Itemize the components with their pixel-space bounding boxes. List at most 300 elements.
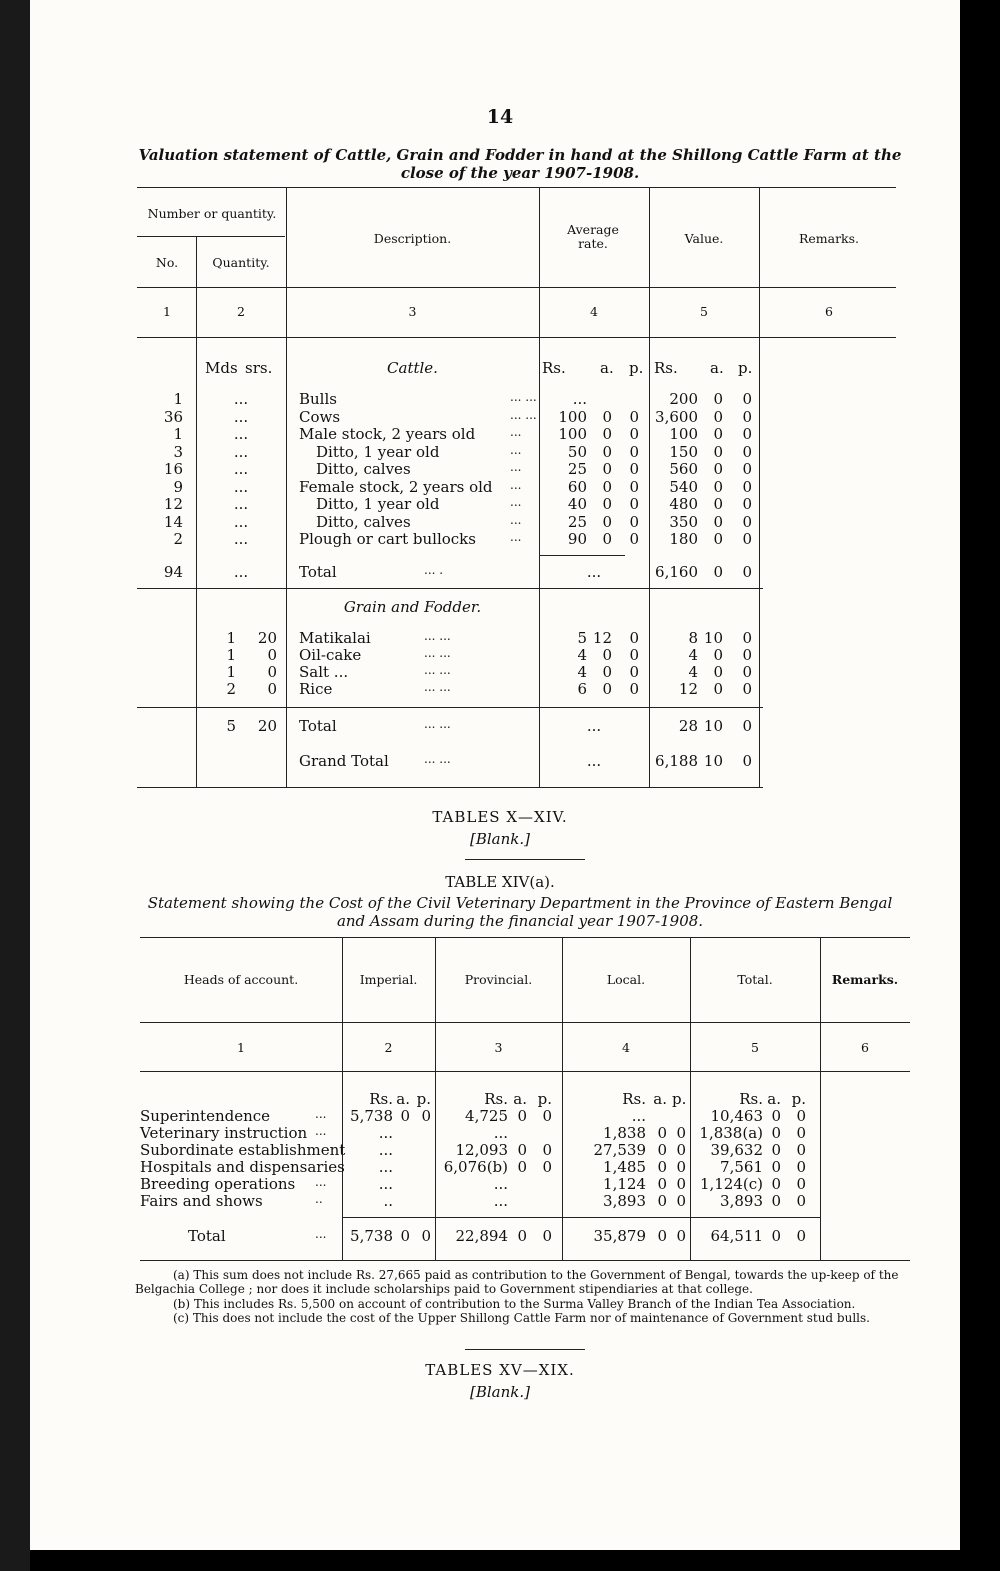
rule xyxy=(137,287,896,288)
cattle-description: Ditto, 1 year old xyxy=(316,495,440,513)
table1-title: Valuation statement of Cattle, Grain and Fodder in hand at the Shillong Cattle Farm at the close of the year 1907-1908. xyxy=(138,146,902,182)
tot-rs: 1,838(a) xyxy=(699,1124,763,1142)
tot-p: 0 xyxy=(796,1175,806,1193)
tot-a: 0 xyxy=(771,1158,781,1176)
rate-a: 0 xyxy=(602,477,612,496)
hdr-description: Description. xyxy=(373,231,452,246)
value-rs: 3,600 xyxy=(655,407,698,426)
unit-srs: srs. xyxy=(245,359,273,377)
tot-rs: 1,124(c) xyxy=(699,1175,763,1193)
hdr-average-rate: Average rate. xyxy=(567,222,619,251)
value-rs: 480 xyxy=(669,495,698,513)
hdr-local: Local. xyxy=(606,972,646,987)
leader-dots: ... ... xyxy=(424,629,451,643)
prov-rs: ... xyxy=(493,1175,508,1193)
prov-p: 0 xyxy=(542,1141,552,1159)
rate-rs: 25 xyxy=(567,460,587,478)
value-rs: 4 xyxy=(688,646,698,664)
head-of-account: Veterinary instruction xyxy=(140,1124,308,1142)
blank-note-2: [Blank.] xyxy=(470,1383,530,1401)
imp-rs: ... xyxy=(378,1141,393,1159)
value-rs: 150 xyxy=(669,442,698,461)
unit-a: a. xyxy=(396,1090,410,1108)
col-number: 2 xyxy=(384,1040,393,1055)
cattle-qty: ... xyxy=(233,512,249,531)
value-a: 0 xyxy=(713,646,723,664)
cattle-description: Ditto, calves xyxy=(316,460,411,478)
section-grain-fodder: Grain and Fodder. xyxy=(343,598,482,616)
hdr-imperial: Imperial. xyxy=(359,972,418,987)
value-rs: 100 xyxy=(669,425,698,443)
unit-rs: Rs. xyxy=(369,1090,393,1108)
imp-p: 0 xyxy=(421,1227,431,1245)
rate-p: 0 xyxy=(629,495,639,513)
rate-rs: 6 xyxy=(577,680,587,698)
rate-rs: 60 xyxy=(567,477,587,496)
rate-p: 0 xyxy=(629,460,639,478)
leader-dots: ... ... xyxy=(424,663,451,677)
value-p: 0 xyxy=(742,407,752,426)
loc-a: 0 xyxy=(657,1124,667,1142)
leader-dots: ... ... xyxy=(424,680,451,694)
tot-rs: 64,511 xyxy=(710,1227,763,1245)
loc-rs: ... xyxy=(631,1107,646,1125)
imp-rs: 5,738 xyxy=(350,1107,393,1125)
rate-p: 0 xyxy=(629,512,639,531)
tot-p: 0 xyxy=(796,1107,806,1125)
rate-rs: 50 xyxy=(567,442,587,461)
prov-a: 0 xyxy=(517,1158,527,1176)
grand-total-value-p: 0 xyxy=(742,752,752,770)
col-number: 6 xyxy=(825,304,833,319)
rate-a: 0 xyxy=(602,680,612,698)
col-number: 2 xyxy=(237,304,245,319)
loc-p: 0 xyxy=(676,1192,686,1210)
rate-p: 0 xyxy=(629,477,639,496)
cattle-description: Male stock, 2 years old xyxy=(299,425,476,443)
leader-dots: ... xyxy=(510,460,522,474)
cattle-description: Ditto, 1 year old xyxy=(316,442,440,461)
hdr-value: Value. xyxy=(684,231,724,246)
loc-rs: 27,539 xyxy=(593,1141,646,1159)
tot-rs: 7,561 xyxy=(720,1158,763,1176)
leader-dots: ... . xyxy=(424,563,444,577)
value-a: 0 xyxy=(713,477,723,496)
blank-note-1: [Blank.] xyxy=(470,830,530,848)
cattle-qty: ... xyxy=(233,477,249,496)
imp-p: 0 xyxy=(421,1107,431,1125)
grain-total-label: Total xyxy=(299,717,337,735)
rate-p: 0 xyxy=(629,663,639,681)
imp-rs: .. xyxy=(383,1192,393,1210)
cattle-no: 16 xyxy=(163,460,183,478)
head-of-account: Fairs and shows xyxy=(140,1192,263,1210)
col-number: 5 xyxy=(751,1040,759,1055)
value-a: 0 xyxy=(713,663,723,681)
grain-mds: 2 xyxy=(226,680,236,698)
col-number: 4 xyxy=(590,304,598,319)
value-p: 0 xyxy=(742,663,752,681)
prov-rs: 6,076(b) xyxy=(443,1158,508,1176)
rate-a: 0 xyxy=(602,460,612,478)
unit-a: a. xyxy=(600,359,614,377)
loc-p: 0 xyxy=(676,1158,686,1176)
rule xyxy=(465,859,585,860)
rate-rs: 100 xyxy=(558,407,587,426)
leader-dots: ... ... xyxy=(510,390,537,404)
value-a: 0 xyxy=(713,425,723,443)
unit-p: p. xyxy=(791,1090,806,1108)
tot-rs: 39,632 xyxy=(710,1141,763,1159)
value-p: 0 xyxy=(742,629,752,647)
value-p: 0 xyxy=(742,646,752,664)
value-p: 0 xyxy=(742,442,752,461)
tot-a: 0 xyxy=(771,1175,781,1193)
value-a: 0 xyxy=(713,442,723,461)
value-p: 0 xyxy=(742,477,752,496)
rule xyxy=(137,236,285,237)
rule xyxy=(140,1022,910,1023)
unit-rs: Rs. xyxy=(484,1090,508,1108)
grain-mds: 1 xyxy=(226,629,236,647)
leader-dots: ... xyxy=(510,477,522,492)
rate-p: 0 xyxy=(629,425,639,443)
loc-a: 0 xyxy=(657,1175,667,1193)
rate-rs: 25 xyxy=(567,512,587,531)
leader-dots: ... xyxy=(315,1107,327,1121)
grain-description: Oil-cake xyxy=(299,646,362,664)
cattle-qty: ... xyxy=(233,442,249,461)
total-label: Total xyxy=(299,563,337,581)
imp-rs: ... xyxy=(378,1175,393,1193)
cost-total-label: Total xyxy=(188,1227,226,1245)
value-rs: 12 xyxy=(678,680,698,698)
tot-rs: 3,893 xyxy=(720,1192,763,1210)
grain-description: Salt ... xyxy=(299,663,349,681)
leader-dots: ... xyxy=(315,1227,327,1241)
rate-rs: 4 xyxy=(577,663,587,681)
unit-p: p. xyxy=(537,1090,552,1108)
loc-p: 0 xyxy=(676,1227,686,1245)
rate-p: 0 xyxy=(629,530,639,548)
unit-p: p. xyxy=(416,1090,431,1108)
value-p: 0 xyxy=(742,495,752,513)
leader-dots: ... xyxy=(510,442,522,457)
total-qty: ... xyxy=(233,563,249,581)
cattle-no: 3 xyxy=(173,442,183,461)
rule xyxy=(137,588,763,589)
value-p: 0 xyxy=(742,680,752,698)
rule xyxy=(137,337,896,338)
cattle-qty: ... xyxy=(233,460,249,478)
grain-total-value-p: 0 xyxy=(742,717,752,735)
prov-a: 0 xyxy=(517,1227,527,1245)
table-xiv-a-heading: TABLE XIV(a). xyxy=(445,873,555,891)
hdr-total: Total. xyxy=(737,972,773,987)
rate-p: 0 xyxy=(629,646,639,664)
page-number: 14 xyxy=(486,106,514,128)
value-rs: 540 xyxy=(669,477,698,496)
value-p: 0 xyxy=(742,460,752,478)
rate-a: 0 xyxy=(602,425,612,443)
cattle-description: Female stock, 2 years old xyxy=(299,477,493,496)
leader-dots: ... xyxy=(510,512,522,527)
value-rs: 180 xyxy=(669,530,698,548)
rule xyxy=(140,1071,910,1072)
grain-total-mds: 5 xyxy=(226,717,236,735)
loc-a: 0 xyxy=(657,1192,667,1210)
leader-dots: ... xyxy=(315,1124,327,1138)
cattle-qty: ... xyxy=(233,425,249,443)
grain-srs: 0 xyxy=(267,663,277,681)
rule xyxy=(465,1349,585,1350)
cattle-no: 12 xyxy=(163,495,183,513)
tot-p: 0 xyxy=(796,1141,806,1159)
col-number: 1 xyxy=(163,304,171,319)
footnote-a: (a) This sum does not include Rs. 27,665 paid as contribution to the Government of Bengal, towards the up-keep of the Belgachia College ; nor does it include scholarships paid to Government stipendiaries at that college. xyxy=(135,1268,899,1296)
rule xyxy=(137,187,896,188)
loc-p: 0 xyxy=(676,1141,686,1159)
leader-dots: ... ... xyxy=(424,717,451,731)
rate-a: 0 xyxy=(602,495,612,513)
head-of-account: Superintendence xyxy=(140,1107,271,1125)
prov-p: 0 xyxy=(542,1107,552,1125)
grain-srs: 20 xyxy=(257,629,277,647)
rule xyxy=(540,555,625,556)
unit-mds: Mds xyxy=(205,359,238,377)
cattle-no: 1 xyxy=(173,425,183,443)
rate-a: 0 xyxy=(602,530,612,548)
value-rs: 350 xyxy=(669,512,698,531)
hdr-quantity: Quantity. xyxy=(212,255,270,270)
rate-rs: 90 xyxy=(567,530,587,548)
loc-rs: 3,893 xyxy=(603,1192,646,1210)
rate-a: 12 xyxy=(592,629,612,647)
rule xyxy=(137,707,763,708)
cattle-no: 36 xyxy=(163,407,183,426)
leader-dots: ... xyxy=(315,1175,327,1189)
total-rate: ... xyxy=(586,563,602,581)
tables-x-xiv-heading: TABLES X—XIV. xyxy=(432,808,568,826)
rate-rs: 40 xyxy=(567,495,587,513)
imp-a: 0 xyxy=(400,1227,410,1245)
rate-p: 0 xyxy=(629,680,639,698)
leader-dots: ... ... xyxy=(510,407,537,422)
unit-rs: Rs. xyxy=(542,359,566,377)
rate-a: 0 xyxy=(602,442,612,461)
grain-mds: 1 xyxy=(226,646,236,664)
tot-a: 0 xyxy=(771,1107,781,1125)
rate-p: 0 xyxy=(629,442,639,461)
leader-dots: ... xyxy=(510,530,522,544)
head-of-account: Hospitals and dispensaries xyxy=(140,1158,345,1176)
rule xyxy=(140,1260,910,1261)
col-number: 1 xyxy=(237,1040,245,1055)
value-a: 0 xyxy=(713,460,723,478)
footnote-c: (c) This does not include the cost of the Upper Shillong Cattle Farm nor of maintenance of Government stud bulls. xyxy=(173,1311,870,1325)
leader-dots: .. xyxy=(315,1192,323,1206)
rate-a: 0 xyxy=(602,407,612,426)
value-p: 0 xyxy=(742,425,752,443)
scan-edge xyxy=(0,0,30,1571)
cattle-no: 1 xyxy=(173,390,183,408)
value-a: 0 xyxy=(713,512,723,531)
unit-a: a. xyxy=(767,1090,781,1108)
grain-total-value-rs: 28 xyxy=(678,717,698,735)
cattle-no: 2 xyxy=(173,530,183,548)
cattle-qty: ... xyxy=(233,495,249,513)
loc-rs: 1,838 xyxy=(603,1124,646,1142)
rate-a: 0 xyxy=(602,663,612,681)
total-no: 94 xyxy=(163,563,183,581)
cattle-qty: ... xyxy=(233,530,249,548)
grand-total-label: Grand Total xyxy=(299,752,389,770)
prov-rs: 22,894 xyxy=(455,1227,508,1245)
grand-total-value-rs: 6,188 xyxy=(655,752,698,770)
total-value-a: 0 xyxy=(713,563,723,581)
rule xyxy=(343,1217,820,1218)
imp-rs: 5,738 xyxy=(350,1227,393,1245)
unit-a: a. xyxy=(513,1090,527,1108)
value-a: 0 xyxy=(713,407,723,426)
value-rs: 560 xyxy=(669,460,698,478)
rate-a: 0 xyxy=(602,646,612,664)
grain-description: Rice xyxy=(299,680,333,698)
value-p: 0 xyxy=(742,512,752,531)
tot-a: 0 xyxy=(771,1192,781,1210)
leader-dots: ... xyxy=(510,495,522,509)
leader-dots: ... ... xyxy=(424,752,451,766)
loc-a: 0 xyxy=(657,1158,667,1176)
hdr-remarks: Remarks. xyxy=(798,231,860,246)
unit-a: a. xyxy=(653,1090,667,1108)
value-a: 10 xyxy=(703,629,723,647)
prov-rs: 12,093 xyxy=(455,1141,508,1159)
hdr-number-qty: Number or quantity. xyxy=(147,206,277,221)
prov-rs: 4,725 xyxy=(465,1107,508,1125)
rate-a: 0 xyxy=(602,512,612,531)
unit-p: p. xyxy=(629,359,644,377)
imp-a: 0 xyxy=(400,1107,410,1125)
grain-mds: 1 xyxy=(226,663,236,681)
unit-p: p. xyxy=(672,1090,687,1108)
prov-rs: ... xyxy=(493,1124,508,1142)
tot-a: 0 xyxy=(771,1141,781,1159)
col-number: 6 xyxy=(861,1040,869,1055)
imp-rs: ... xyxy=(378,1158,393,1176)
cattle-description: Bulls xyxy=(299,390,337,408)
head-of-account: Subordinate establishment xyxy=(140,1141,346,1159)
tot-p: 0 xyxy=(796,1124,806,1142)
grain-description: Matikalai xyxy=(299,629,371,647)
loc-rs: 35,879 xyxy=(593,1227,646,1245)
rule xyxy=(759,187,760,787)
head-of-account: Breeding operations xyxy=(140,1175,296,1193)
loc-p: 0 xyxy=(676,1175,686,1193)
value-a: 0 xyxy=(713,680,723,698)
loc-a: 0 xyxy=(657,1141,667,1159)
unit-rs: Rs. xyxy=(654,359,678,377)
prov-p: 0 xyxy=(542,1158,552,1176)
unit-p: p. xyxy=(738,359,753,377)
loc-rs: 1,485 xyxy=(603,1158,646,1176)
cattle-description: Ditto, calves xyxy=(316,512,411,531)
value-p: 0 xyxy=(742,390,752,408)
value-p: 0 xyxy=(742,530,752,548)
prov-p: 0 xyxy=(542,1227,552,1245)
grain-srs: 0 xyxy=(267,646,277,664)
grand-total-rate: ... xyxy=(586,752,602,770)
col-number: 3 xyxy=(494,1040,503,1055)
unit-rs: Rs. xyxy=(739,1090,763,1108)
grain-total-srs: 20 xyxy=(257,717,277,735)
unit-a: a. xyxy=(710,359,724,377)
grain-total-rate: ... xyxy=(586,717,602,735)
cattle-no: 14 xyxy=(163,512,183,531)
value-a: 0 xyxy=(713,495,723,513)
rate-p: 0 xyxy=(629,629,639,647)
cattle-no: 9 xyxy=(173,477,183,496)
rate-p: 0 xyxy=(629,407,639,426)
footnote-b: (b) This includes Rs. 5,500 on account of contribution to the Surma Valley Branch of the Indian Tea Association. xyxy=(173,1297,856,1311)
value-rs: 200 xyxy=(669,390,698,408)
loc-rs: 1,124 xyxy=(603,1175,646,1193)
grand-total-value-a: 10 xyxy=(703,752,723,770)
leader-dots: ... xyxy=(510,425,522,439)
cattle-qty: ... xyxy=(233,407,249,426)
rate-rs: ... xyxy=(572,390,587,408)
prov-rs: ... xyxy=(493,1192,508,1210)
grain-total-value-a: 10 xyxy=(703,717,723,735)
prov-a: 0 xyxy=(517,1107,527,1125)
total-value-p: 0 xyxy=(742,563,752,581)
tot-p: 0 xyxy=(796,1227,806,1245)
hdr-no: No. xyxy=(155,255,179,270)
rule xyxy=(137,787,763,788)
value-a: 0 xyxy=(713,390,723,408)
grain-srs: 0 xyxy=(267,680,277,698)
unit-rs: Rs. xyxy=(622,1090,646,1108)
hdr-provincial: Provincial. xyxy=(464,972,533,987)
tot-a: 0 xyxy=(771,1124,781,1142)
prov-a: 0 xyxy=(517,1141,527,1159)
section-cattle: Cattle. xyxy=(387,359,438,377)
table2-title: Statement showing the Cost of the Civil Veterinary Department in the Province of Eastern Bengal and Assam during the financial year 1907-1908. xyxy=(147,894,893,930)
rule xyxy=(286,187,287,787)
value-a: 0 xyxy=(713,530,723,548)
rate-rs: 100 xyxy=(558,425,587,443)
value-rs: 4 xyxy=(688,663,698,681)
value-rs: 8 xyxy=(688,629,698,647)
col-number: 5 xyxy=(700,304,708,319)
rate-rs: 5 xyxy=(577,629,587,647)
tot-p: 0 xyxy=(796,1192,806,1210)
leader-dots: ... ... xyxy=(424,646,451,660)
cattle-description: Cows xyxy=(299,407,341,426)
hdr-remarks: Remarks. xyxy=(831,972,899,987)
col-number: 3 xyxy=(408,304,417,319)
cattle-description: Plough or cart bullocks xyxy=(299,530,476,548)
rate-rs: 4 xyxy=(577,646,587,664)
tot-p: 0 xyxy=(796,1158,806,1176)
col-number: 4 xyxy=(622,1040,630,1055)
imp-rs: ... xyxy=(378,1124,393,1142)
loc-p: 0 xyxy=(676,1124,686,1142)
cattle-qty: ... xyxy=(233,390,249,408)
total-value-rs: 6,160 xyxy=(655,563,698,581)
tables-xv-xix-heading: TABLES XV—XIX. xyxy=(425,1361,575,1379)
hdr-heads-of-account: Heads of account. xyxy=(183,972,299,987)
